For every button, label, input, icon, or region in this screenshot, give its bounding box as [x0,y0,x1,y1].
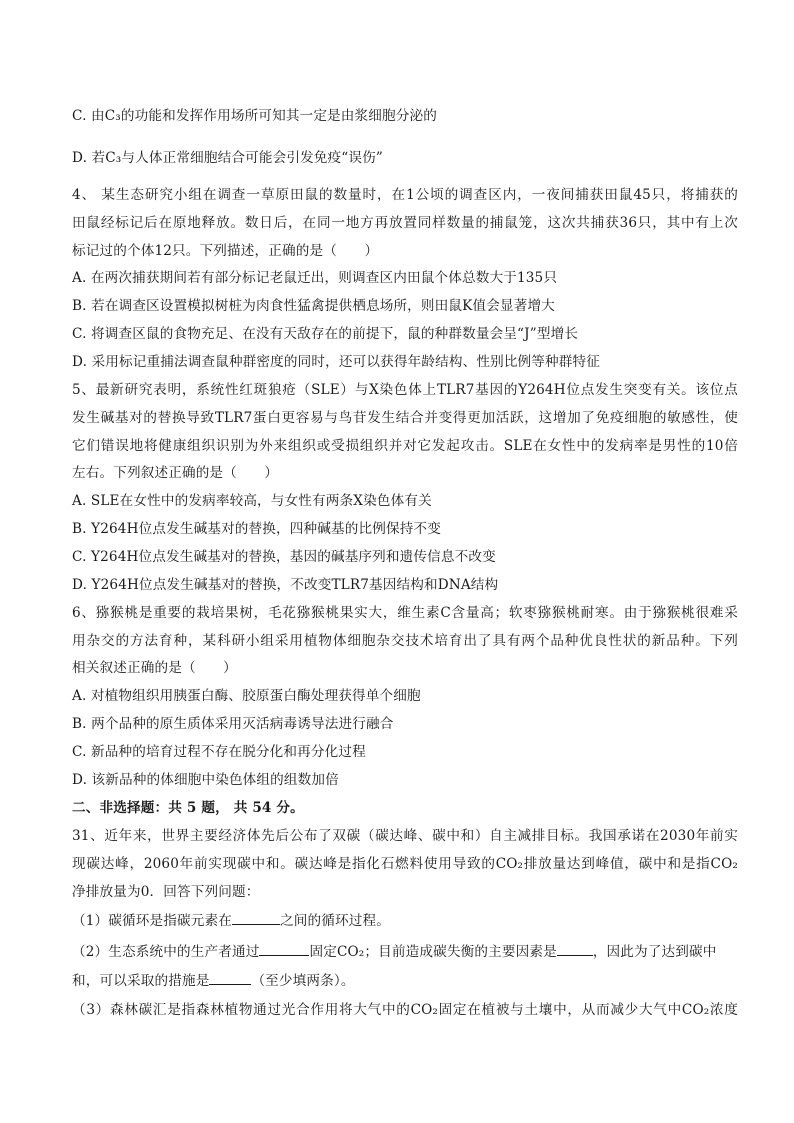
sub-question-2 [72,941,738,962]
option-c-q5 [72,547,738,567]
sub-question-text: 固定CO₂；目前造成碳失衡的主要因素是 [309,944,557,960]
stem-text: 6、猕猴桃是重要的栽培果树，毛花猕猴桃果实大，维生素C含量高；软枣猕猴桃耐寒。由于猕猴桃很难采 [72,605,738,621]
option-a-q5 [72,491,738,511]
stem-text: 4、 某生态研究小组在调查一草原田鼠的数量时，在1公顷的调查区内，一夜间捕获田鼠45只，将捕获的 [72,187,738,203]
sub-question-text: （1）碳循环是指碳元素在 [72,913,232,929]
option-a-q6 [72,686,738,706]
stem-text: 31、近年来，世界主要经济体先后公布了双碳（碳达峰、碳中和）自主减排目标。我国承诺在2030年前实 [72,828,738,844]
sub-question-3 [72,1000,738,1020]
question-31-stem-line [72,826,738,846]
option-d-q5 [72,575,738,595]
option-b-q4 [72,296,738,316]
option-d-q6 [72,770,738,790]
section-heading-text: 二、非选择题：共 5 题， 共 54 分。 [72,800,304,816]
question-4-stem-line [72,241,738,261]
option-text: C. 由C₃的功能和发挥作用场所可知其一定是由浆细胞分泌的 [72,108,438,124]
question-5-stem-line [72,436,738,456]
option-text: B. 两个品种的原生质体采用灭活病毒诱导法进行融合 [72,716,394,732]
answer-blank[interactable] [557,941,593,956]
option-text: D. 该新品种的体细胞中染色体组的组数加倍 [72,772,339,788]
question-6-stem-line [72,631,738,651]
stem-text: 标记过的个体12只。下列描述，正确的是（ ） [72,243,379,259]
option-c-q4 [72,324,738,344]
option-c-q3 [72,106,738,126]
sub-question-text: ，因此为了达到碳中 [592,944,717,960]
option-b-q5 [72,519,738,539]
stem-text: 现碳达峰，2060年前实现碳中和。碳达峰是指化石燃料使用导致的CO₂排放量达到峰值，碳中和是指CO₂ [72,856,738,872]
option-text: B. Y264H位点发生碱基对的替换，四种碱基的比例保持不变 [72,521,441,537]
sub-question-2-continued [72,970,738,991]
sub-question-text: （至少填两条）。 [251,973,355,989]
option-text: C. 新品种的培育过程不存在脱分化和再分化过程 [72,744,366,760]
question-5-stem-line [72,380,738,400]
option-text: A. 对植物组织用胰蛋白酶、胶原蛋白酶处理获得单个细胞 [72,688,421,704]
option-text: A. SLE在女性中的发病率较高，与女性有两条X染色体有关 [72,493,432,509]
option-text: C. 将调查区鼠的食物充足、在没有天敌存在的前提下，鼠的种群数量会呈“J”型增长 [72,326,579,342]
question-4-stem-line [72,185,738,205]
question-31-stem-line [72,854,738,874]
question-6-stem-line [72,603,738,623]
stem-text: 左右。下列叙述正确的是（ ） [72,465,279,481]
answer-blank[interactable] [232,910,280,925]
option-text: D. Y264H位点发生碱基对的替换，不改变TLR7基因结构和DNA结构 [72,577,499,593]
answer-blank[interactable] [259,941,309,956]
option-d-q3 [72,148,738,168]
stem-text: 净排放量为0．回答下列问题： [72,884,260,900]
option-text: C. Y264H位点发生碱基对的替换，基因的碱基序列和遗传信息不改变 [72,549,496,565]
stem-text: 相关叙述正确的是（ ） [72,660,237,676]
option-d-q4 [72,352,738,372]
option-text: D. 若C₃与人体正常细胞结合可能会引发免疫“误伤” [72,150,383,166]
stem-text: 用杂交的方法育种，某科研小组采用植物体细胞杂交技术培育出了具有两个品种优良性状的新品种。下列 [72,633,738,649]
option-text: D. 采用标记重捕法调查鼠种群密度的同时，还可以获得年龄结构、性别比例等种群特征 [72,354,601,370]
sub-question-1 [72,910,738,931]
option-a-q4 [72,268,738,288]
option-text: A. 在两次捕获期间若有部分标记老鼠迁出，则调查区内田鼠个体总数大于135只 [72,270,558,286]
option-c-q6 [72,742,738,762]
sub-question-text: （3）森林碳汇是指森林植物通过光合作用将大气中的CO₂固定在植被与土壤中，从而减少大气中CO₂浓度 [72,1002,738,1018]
question-5-stem-line [72,463,738,483]
question-5-stem-line [72,408,738,428]
stem-text: 发生碱基对的替换导致TLR7蛋白更容易与鸟苷发生结合并变得更加活跃，这增加了免疫细胞的敏感性，使 [72,410,738,426]
sub-question-text: （2）生态系统中的生产者通过 [72,944,260,960]
sub-question-text: 和，可以采取的措施是 [72,973,210,989]
sub-question-text: 之间的循环过程。 [279,913,390,929]
option-text: B. 若在调查区设置模拟树桩为肉食性猛禽提供栖息场所，则田鼠K值会显著增大 [72,298,555,314]
question-4-stem-line [72,213,738,233]
stem-text: 它们错误地将健康组织识别为外来组织或受损组织并对它发起攻击。SLE在女性中的发病率是男性的10倍 [72,438,738,454]
stem-text: 5、最新研究表明，系统性红斑狼疮（SLE）与X染色体上TLR7基因的Y264H位点发生突变有关。该位点 [72,382,738,398]
question-31-stem-line [72,882,738,902]
section-heading [72,798,738,818]
answer-blank[interactable] [209,970,251,985]
question-6-stem-line [72,658,738,678]
option-b-q6 [72,714,738,734]
stem-text: 田鼠经标记后在原地释放。数日后，在同一地方再放置同样数量的捕鼠笼，这次共捕获36只，其中有上次 [72,215,738,231]
